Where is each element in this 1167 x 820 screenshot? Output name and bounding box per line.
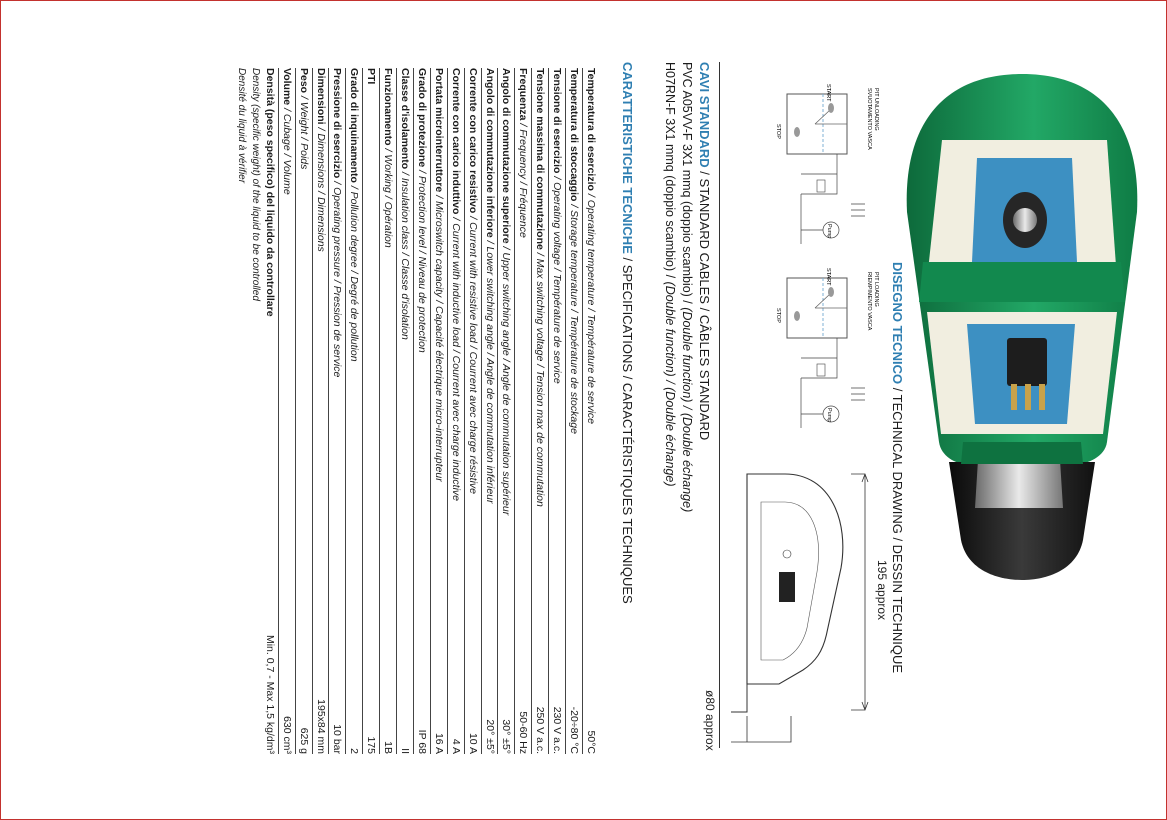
spec-label-main: Corrente con carico induttivo: [449, 68, 462, 215]
schematic-right-stop: STOP: [775, 308, 781, 323]
spec-label-main: Volume: [280, 68, 293, 106]
schematic-right-title-2: RIEMPIMENTO VASCA: [866, 272, 872, 331]
spec-label-translation: / Current with resistive load / Courrent avec charge résistive: [466, 213, 479, 495]
schematic-right-title-1: PIT LOADING: [873, 272, 879, 307]
spec-label-translation: / Frequency / Fréquence: [517, 120, 530, 238]
spec-label: [348, 68, 360, 362]
spec-value: 16 A: [432, 732, 445, 754]
spec-label: [365, 68, 377, 84]
spec-label-translation: / Lower switching angle / Angle de commutation inférieur: [483, 237, 496, 504]
spec-label-translation: / Operating temperature / Température de service: [585, 190, 597, 424]
section-heading-technical-drawing: DISEGNO TECNICO / TECHNICAL DRAWING / DESSIN TECHNIQUE: [890, 262, 905, 674]
spec-label-main: Grado di inquinamento: [348, 68, 361, 183]
schematic-left-start: START: [825, 84, 831, 102]
spec-label: [501, 68, 513, 515]
spec-label: [382, 68, 394, 248]
spec-value: 195x84 mm: [314, 699, 327, 754]
schematic-left-stop: STOP: [775, 124, 781, 139]
spec-label-translation: / Working / Opération: [382, 145, 395, 248]
spec-label-translation: / Pollution degree / Degré de pollution: [348, 182, 361, 362]
spec-label-main: Peso: [297, 68, 310, 94]
spec-label-main: Angolo di commutazione superiore: [500, 68, 513, 244]
spec-label-translation: / Current with inductive load / Courrent avec charge inductive: [449, 214, 462, 501]
spec-label-translation: / Storage temperature / Température de stockage: [568, 201, 581, 434]
schematic-left-pump: Pump: [826, 224, 832, 239]
green-band: [919, 262, 1125, 302]
spec-row-divider: [430, 68, 431, 754]
spec-label-translation: / Protection level / Niveau de protection: [416, 167, 428, 353]
spec-label: [298, 68, 310, 169]
spec-label-translation: / Upper switching angle / Angle de commutation supérieur: [500, 243, 513, 516]
spec-label: [399, 68, 411, 340]
spec-row-divider: [498, 68, 499, 754]
spec-row-divider: [514, 68, 515, 754]
cable-line-pvc: PVC A05VV-F 3X1 mmq (doppio scambio) / (Double function) / (Double échange): [680, 62, 694, 513]
spec-label-main: Grado di protezione: [416, 68, 428, 168]
spec-label-main: Pressione di esercizio: [331, 68, 344, 179]
spec-value: 625 g: [297, 727, 310, 754]
spec-label: [264, 68, 276, 317]
spec-label: [433, 68, 445, 482]
spec-label-main: PTI: [365, 68, 378, 85]
spec-value: 10 bar: [331, 724, 344, 754]
logo-plate: [779, 572, 795, 602]
spec-row-divider: [278, 68, 279, 754]
spec-label-main: Portata microinterruttore: [432, 68, 445, 193]
spec-row-divider: [565, 68, 566, 754]
spec-label-main: Frequenza: [517, 68, 530, 121]
cable-line-h07rn: H07RN-F 3X1 mmq (doppio scambio) / (Double function) / (Double échange): [663, 62, 677, 487]
spec-label-translation: / Cubage / Volume: [280, 105, 293, 195]
spec-label-main: Angolo di commutazione inferiore: [483, 68, 496, 238]
spec-label: [467, 68, 479, 494]
dimension-length: 195 approx: [875, 560, 889, 621]
density-subtitle-fr: Densité du liquid à vérifier: [235, 68, 247, 184]
spec-label-translation: / Max switching voltage / Tension max de commutation: [534, 249, 547, 507]
spec-row-divider: [362, 68, 363, 754]
spec-label-translation: / Operating voltage / Température de service: [551, 173, 564, 384]
spec-label-translation: / Microswitch capacity / Capacité électrique micro-interrupteur: [432, 192, 445, 482]
spec-label-translation: / Insulation class / Classe d'isolation: [399, 169, 412, 340]
spec-label-translation: / Weight / Poids: [297, 93, 310, 170]
schematic-left-title-1: PIT UNLOADING: [873, 88, 879, 131]
steel-ball: [1013, 208, 1037, 232]
spec-label: [568, 68, 580, 434]
spec-label-main: Tensione di esercizio: [551, 68, 564, 174]
spec-label: [534, 68, 546, 507]
spec-value: 10 A: [466, 732, 479, 754]
spec-row-divider: [396, 68, 397, 754]
spec-label: [315, 68, 327, 252]
spec-value: 4 A: [449, 738, 462, 754]
spec-value: 2: [348, 748, 361, 754]
spec-value: Min. 0,7 - Max 1,5 kg/dm³: [263, 634, 276, 754]
dimension-diameter: ø80 approx: [703, 690, 717, 751]
spec-row-divider: [447, 68, 448, 754]
spec-row-divider: [413, 68, 414, 754]
spec-value: 1B: [382, 741, 395, 754]
spec-label: [484, 68, 496, 504]
spec-row-divider: [379, 68, 380, 754]
spec-label: [416, 68, 428, 353]
schematic-right-start: START: [825, 268, 831, 286]
spec-row-divider: [531, 68, 532, 754]
spec-label: [551, 68, 563, 384]
spec-label-main: Corrente con carico resistivo: [466, 68, 479, 214]
spec-label-main: Tensione massima di commutazione: [534, 68, 547, 250]
spec-value: 175: [365, 736, 378, 754]
spec-label: [450, 68, 462, 501]
spec-label-main: Dimensioni: [314, 68, 327, 125]
spec-value: 30° ±5°: [500, 719, 513, 754]
spec-row-divider: [329, 68, 330, 754]
spec-value: -20÷80 °C: [568, 706, 581, 754]
microswitch: [1007, 338, 1047, 386]
spec-label-main: Funzionamento: [382, 68, 395, 146]
spec-value: 50°C: [585, 730, 597, 754]
section-heading-specifications: CARATTERISTICHE TECNICHE / SPECIFICATIONS / CARACTÉRISTIQUES TECHNIQUES: [620, 62, 635, 604]
spec-label-main: Classe d'isolamento: [399, 68, 412, 170]
spec-row-divider: [295, 68, 296, 754]
spec-value: 50-60 Hz: [517, 711, 530, 754]
schematic-pit-loading: [765, 268, 885, 442]
density-subtitle-en: Density (specific weight) of the liquid to be controlled: [249, 68, 261, 301]
spec-value: IP 68: [416, 729, 428, 754]
schematic-pit-unloading: [765, 84, 885, 258]
spec-label-main: Temperatura di esercizio: [585, 68, 597, 191]
spec-label: [517, 68, 529, 238]
spec-label-translation: / Dimensions / Dimensions: [314, 124, 327, 252]
spec-row-divider: [481, 68, 482, 754]
spec-label: [281, 68, 293, 195]
spec-label: [585, 68, 597, 424]
spec-row-divider: [582, 68, 583, 754]
spec-label-main: Temperatura di stoccaggio: [568, 68, 581, 202]
spec-row-divider: [345, 68, 346, 754]
schematic-left-title-2: SVUOTAMENTO VASCA: [866, 88, 872, 150]
section-heading-cables: CAVI STANDARD / STANDARD CABLES / CÂBLES STANDARD: [697, 62, 712, 441]
spec-label-translation: / Operating pressure / Pression de service: [331, 178, 344, 378]
spec-value: 250 V a.c.: [534, 706, 547, 754]
spec-label: [332, 68, 344, 377]
spec-value: 630 cm³: [280, 716, 293, 754]
float-switch-photo: [897, 62, 1147, 602]
spec-value: II: [399, 748, 412, 754]
schematic-right-pump: Pump: [826, 408, 832, 423]
spec-value: 20° ±5°: [483, 719, 496, 754]
spec-label-main: Densità (peso specifico) del liquido da controllare: [263, 68, 276, 317]
spec-value: 230 V a.c.: [551, 706, 564, 754]
spec-row-divider: [464, 68, 465, 754]
spec-row-divider: [312, 68, 313, 754]
dimension-drawing: [731, 462, 871, 752]
rule-technical-drawing: [719, 62, 720, 748]
spec-row-divider: [548, 68, 549, 754]
